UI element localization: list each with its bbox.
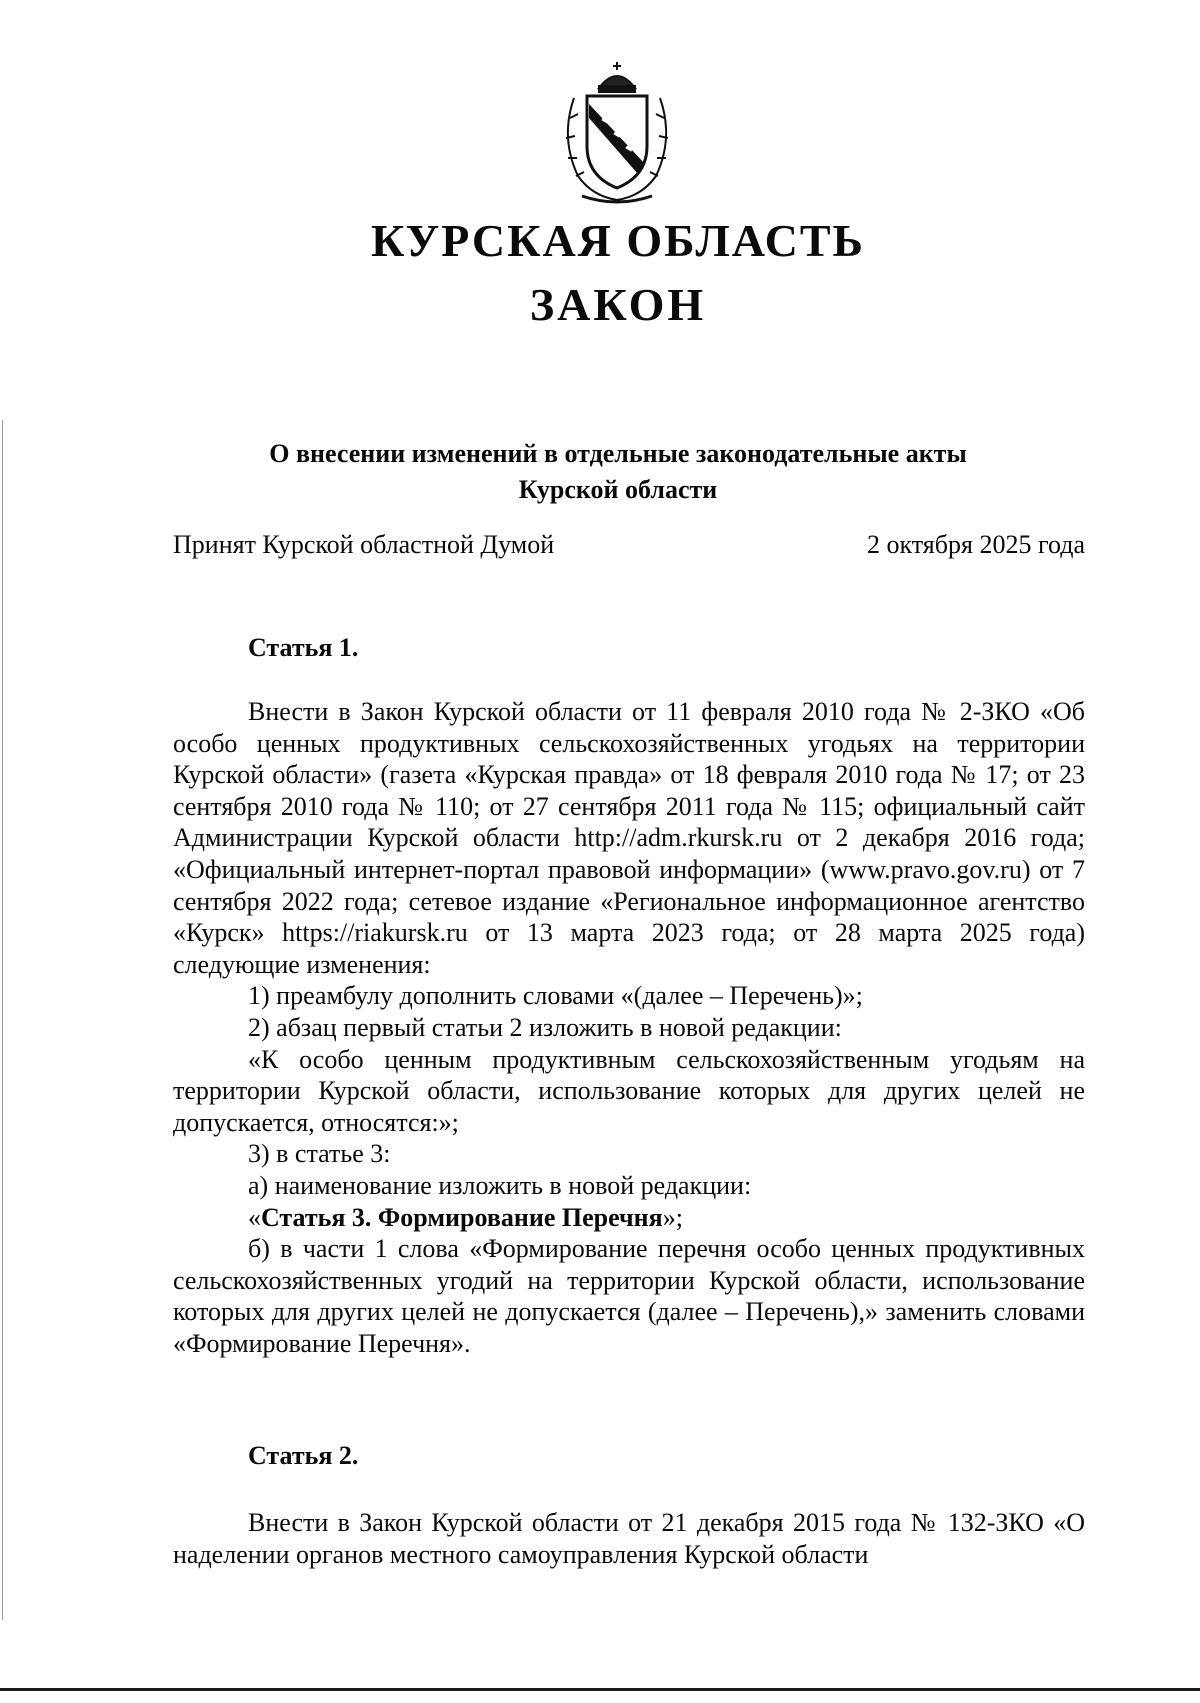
article-1-item-3a: а) наименование изложить в новой редакции: [248, 1170, 752, 1200]
quote-open: « [248, 1202, 261, 1232]
law-subject-line-2: Курской области [518, 475, 718, 504]
article-1-item-1: 1) преамбулу дополнить словами «(далее – Перечень)»; [248, 981, 863, 1011]
scan-left-edge [2, 420, 3, 1620]
scan-bottom-edge [0, 1688, 1200, 1691]
article-1-item-2-text: «К особо ценным продуктивным сельскохозяйственным угодьям на территории Курской области, использование которых для других целей не допускается, относятся:»; [173, 1044, 1085, 1137]
region-title: КУРСКАЯ ОБЛАСТЬ [371, 215, 865, 266]
article-1-item-3b: б) в части 1 слова «Формирование перечня особо ценных продуктивных сельскохозяйственных угодий на территории Курской области, использование которых для других целей не допускается (далее – Перечень),» заменить словами «Формирование Перечня». [173, 1234, 1085, 1358]
article-1-body [173, 696, 1085, 1359]
quote-close: »; [662, 1202, 683, 1232]
article-2-intro: Внести в Закон Курской области от 21 декабря 2015 года № 132-ЗКО «О наделении органов местного самоуправления Курской области [173, 1508, 1085, 1569]
article-1-item-3: 3) в статье 3: [248, 1139, 391, 1169]
adoption-date: 2 октября 2025 года [867, 530, 1085, 559]
article-2-heading: Статья 2. [248, 1441, 359, 1470]
new-article-title: Статья 3. Формирование Перечня [261, 1202, 663, 1232]
document-type-title: ЗАКОН [529, 279, 707, 330]
article-2-body [173, 1507, 1085, 1570]
law-subject [0, 436, 1200, 508]
article-1-item-2: 2) абзац первый статьи 2 изложить в новой редакции: [248, 1012, 842, 1042]
article-1-intro: Внести в Закон Курской области от 11 февраля 2010 года № 2-ЗКО «Об особо ценных продуктивных сельскохозяйственных угодьях на территории Курской области» (газета «Курская правда» от 18 февраля 2010 года № 17; от 23 сентября 2010 года № 110; от 27 сентября 2011 года № 115; официальный сайт Администрации Курской области http://adm.rkursk.ru от 2 декабря 2016 года; «Официальный интернет-портал правовой информации» (www.pravo.gov.ru) от 7 сентября 2022 года; сетевое издание «Региональное информационное агентство «Курск» https://riakursk.ru от 13 марта 2023 года; от 28 марта 2025 года) следующие изменения: [173, 697, 1085, 979]
article-1-item-3a-new-title [173, 1202, 1085, 1234]
article-1-heading: Статья 1. [248, 633, 359, 662]
adopted-by: Принят Курской областной Думой [173, 530, 555, 559]
law-subject-line-1: О внесении изменений в отдельные законодательные акты [269, 439, 967, 468]
adoption-line [173, 530, 1085, 560]
coat-of-arms-icon [552, 58, 682, 208]
